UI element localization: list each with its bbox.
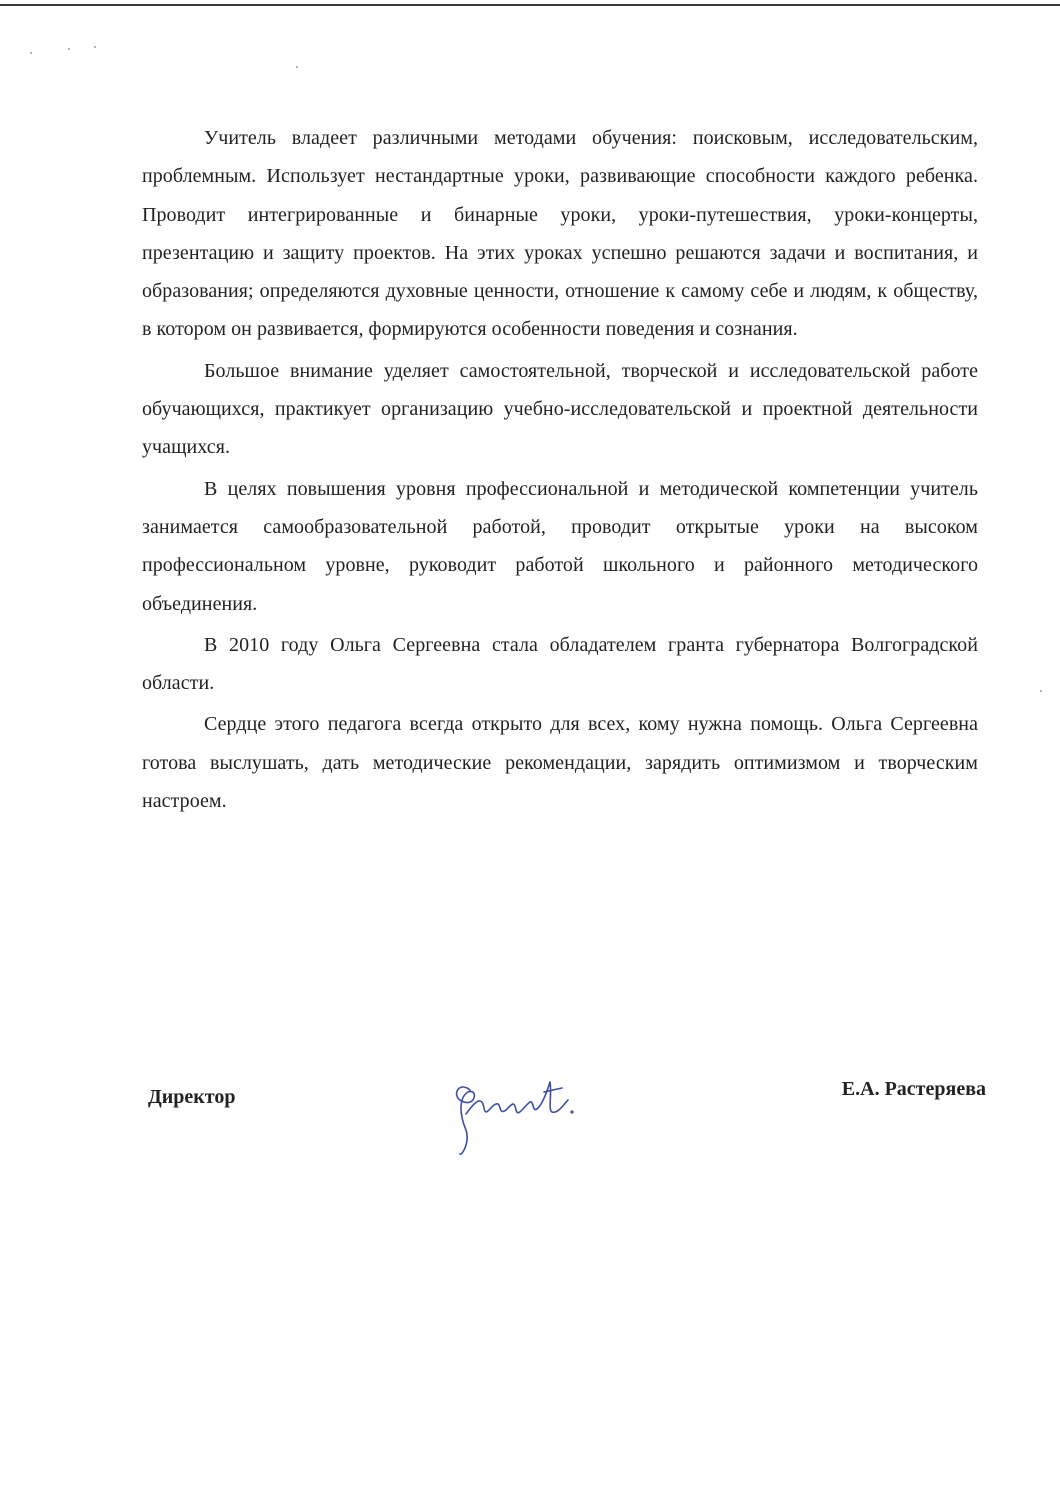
signer-position: Директор: [148, 1086, 236, 1108]
letter-body: [142, 119, 978, 823]
scan-speck: [94, 46, 96, 48]
paragraph-governor-grant: В 2010 году Ольга Сергеевна стала обладателем гранта губернатора Волгоградской области.: [142, 633, 978, 695]
handwritten-signature-icon: [448, 1070, 578, 1162]
paragraph-teaching-methods: Учитель владеет различными методами обучения: поисковым, исследовательским, проблемным. Использует нестандартные уроки, развивающие способности каждого ребенка. Проводит интегрированные и бинарные уроки, уроки-путешествия, уроки-концерты, презентацию и защиту проектов. На этих уроках успешно решаются задачи и воспитания, и образования; определяются духовные ценности, отношение к самому себе и людям, к обществу, в котором он развивается, формируются особенности поведения и сознания.: [142, 127, 978, 341]
scan-top-edge: [0, 4, 1060, 6]
paragraph-helpfulness: Сердце этого педагога всегда открыто для всех, кому нужна помощь. Ольга Сергеевна готова выслушать, дать методические рекомендации, зарядить оптимизмом и творческим настроем.: [142, 713, 978, 813]
signature-block: [148, 1070, 986, 1170]
paragraph-student-research: Большое внимание уделяет самостоятельной, творческой и исследовательской работе обучающихся, практикует организацию учебно-исследовательской и проектной деятельности учащихся.: [142, 359, 978, 459]
scan-speck: [30, 52, 32, 54]
paragraph-professional-growth: В целях повышения уровня профессиональной и методической компетенции учитель занимается самообразовательной работой, проводит открытые уроки на высоком профессиональном уровне, руководит работой школьного и районного методического объединения.: [142, 477, 978, 615]
scan-speck: [296, 66, 298, 68]
signer-name: Е.А. Растеряева: [841, 1078, 986, 1100]
scan-speck: [68, 48, 70, 50]
scan-speck: [1040, 690, 1042, 692]
